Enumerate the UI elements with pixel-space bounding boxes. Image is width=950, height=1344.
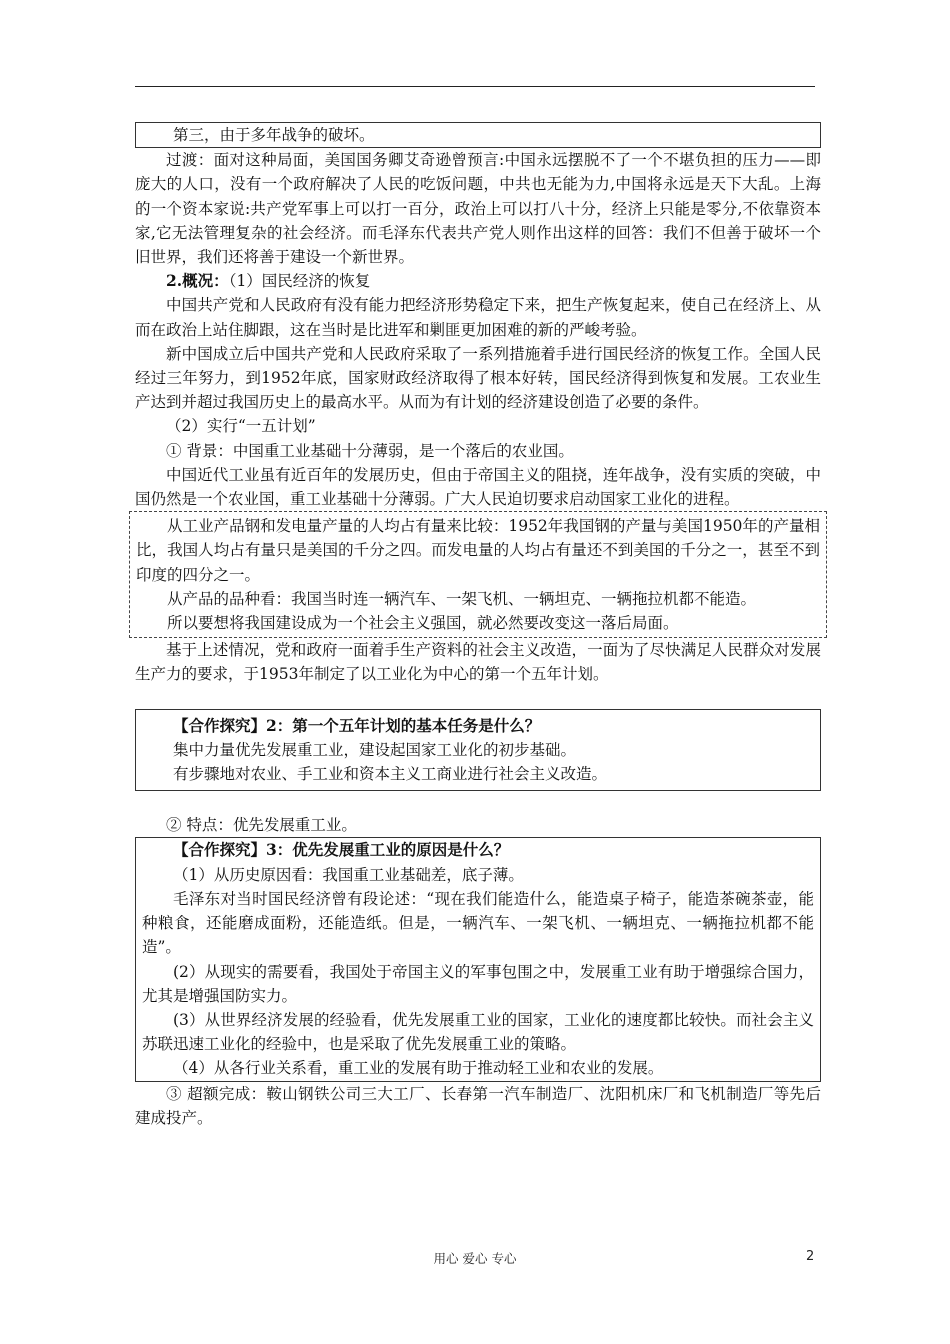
overview-label: 2.概况：	[166, 271, 229, 291]
recovery-paragraph-2: 新中国成立后中国共产党和人民政府采取了一系列措施着手进行国民经济的恢复工作。全国人民经过三年努力，到1952年底，国家财政经济取得了根本好转，国民经济得到恢复和发展。工农业生产达到并超过我国历史上的最高水平。从而为有计划的经济建设创造了必要的条件。	[135, 344, 821, 412]
coop-inquiry-2-question: 【合作探究】2：第一个五年计划的基本任务是什么？	[173, 715, 541, 735]
overview-heading	[135, 269, 821, 293]
coop-inquiry-3-question: 【合作探究】3：优先发展重工业的原因是什么？	[173, 840, 510, 860]
feature-heading: ② 特点：优先发展重工业。	[166, 816, 357, 835]
five-year-plan-heading: （2）实行“一五计划”	[166, 417, 316, 436]
comparison-conclusion: 所以要想将我国建设成为一个社会主义强国，就必然要改变这一落后局面。	[167, 614, 679, 633]
header-rule	[135, 86, 815, 87]
background-paragraph: 中国近代工业虽有近百年的发展历史，但由于帝国主义的阻挠，连年战争，没有实质的突破，中国仍然是一个农业国，重工业基础十分薄弱。广大人民迫切要求启动国家工业化的进程。	[135, 465, 821, 509]
coop-inquiry-3-answer-1: （1）从历史原因看：我国重工业基础差，底子薄。	[173, 865, 524, 884]
coop-inquiry-2-box	[135, 709, 821, 792]
third-reason-text: 第三，由于多年战争的破坏。	[173, 126, 375, 144]
document-body	[135, 122, 821, 1130]
comparison-products: 从产品的品种看：我国当时连一辆汽车、一架飞机、一辆坦克、一辆拖拉机都不能造。	[167, 589, 757, 608]
coop-inquiry-3-answer-2: (2）从现实的需要看，我国处于帝国主义的军事包围之中，发展重工业有助于增强综合国力，尤其是增强国防实力。	[142, 962, 814, 1005]
comparison-steel-power: 从工业产品钢和发电量产量的人均占有量来比较：1952年我国钢的产量与美国1950年的产量相比，我国人均占有量只是美国的千分之四。而发电量的人均占有量还不到美国的千分之一，甚至不到印度的四分之一。	[136, 517, 820, 584]
coop-inquiry-3-answer-4: （4）从各行业关系看，重工业的发展有助于推动轻工业和农业的发展。	[173, 1059, 664, 1078]
overfulfil-paragraph: ③ 超额完成：鞍山钢铁公司三大工厂、长春第一汽车制造厂、沈阳机床厂和飞机制造厂等先后建成投产。	[135, 1084, 821, 1127]
decision-paragraph: 基于上述情况，党和政府一面着手生产资料的社会主义改造，一面为了尽快满足人民群众对发展生产力的要求，于1953年制定了以工业化为中心的第一个五年计划。	[135, 641, 821, 684]
coop-inquiry-3-mao-quote: 毛泽东对当时国民经济曾有段论述：“现在我们能造什么，能造桌子椅子，能造茶碗茶壶，能种粮食，还能磨成面粉，还能造纸。但是，一辆汽车、一架飞机、一辆坦克、一辆拖拉机都不能造”。	[142, 889, 814, 957]
coop-inquiry-2-answer-1: 集中力量优先发展重工业，建设起国家工业化的初步基础。	[173, 740, 577, 759]
coop-inquiry-3-answer-3: (3）从世界经济发展的经验看，优先发展重工业的国家，工业化的速度都比较快。而社会主义苏联迅速工业化的经验中，也是采取了优先发展重工业的策略。	[142, 1010, 814, 1054]
coop-inquiry-2-answer-2: 有步骤地对农业、手工业和资本主义工商业进行社会主义改造。	[173, 765, 608, 784]
page-number: 2	[806, 1249, 815, 1264]
background-heading: ① 背景：中国重工业基础十分薄弱，是一个落后的农业国。	[166, 441, 574, 460]
third-reason-box	[135, 122, 821, 148]
comparison-dashed-box	[129, 511, 827, 638]
page-footer: 用心 爱心 专心	[433, 1251, 517, 1266]
overview-sub1: （1）国民经济的恢复	[228, 272, 371, 291]
recovery-paragraph-1: 中国共产党和人民政府有没有能力把经济形势稳定下来，把生产恢复起来，使自己在经济上、从而在政治上站住脚跟，这在当时是比进军和剿匪更加困难的新的严峻考验。	[135, 296, 821, 339]
coop-inquiry-3-box	[135, 837, 821, 1081]
transition-paragraph: 过渡：面对这种局面，美国国务卿艾奇逊曾预言:中国永远摆脱不了一个不堪负担的压力——即庞大的人口，没有一个政府解决了人民的吃饭问题，中共也无能为力,中国将永远是天下大乱。上海的一个资本家说:共产党军事上可以打一百分，政治上可以打八十分，经济上只能是零分,不依靠资本家,它无法管理复杂的社会经济。而毛泽东代表共产党人则作出这样的回答：我们不但善于破坏一个旧世界，我们还将善于建设一个新世界。	[135, 151, 821, 267]
